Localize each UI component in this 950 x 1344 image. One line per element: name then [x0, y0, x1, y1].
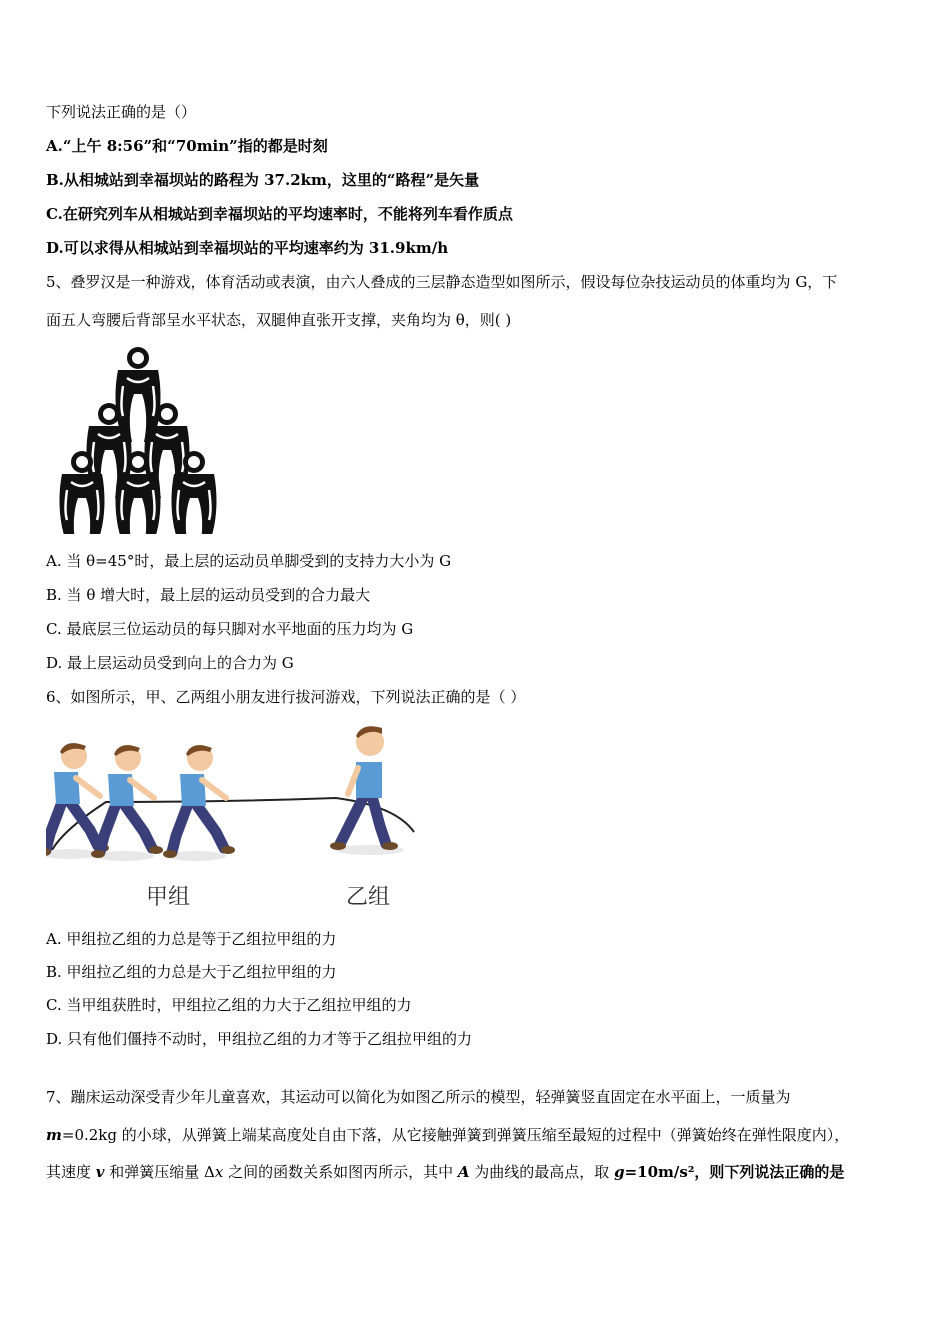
q7-stem-line1: 7、蹦床运动深受青少年儿童喜欢，其运动可以简化为如图乙所示的模型，轻弹簧竖直固定在水平面上，一质量为 [46, 1088, 791, 1106]
q7-line3-part-a: 其速度 [46, 1163, 96, 1181]
group-a-kid-3 [163, 745, 235, 861]
human-pyramid-figure [58, 344, 220, 534]
q4-option-a: A.“上午 8:56”和“70min”指的都是时刻 [46, 137, 328, 155]
q7-line2-text: =0.2kg 的小球，从弹簧上端某高度处自由下落，从它接触弹簧到弹簧压缩至最短的过程中（弹簧始终在弹性限度内）， [61, 1126, 850, 1144]
q6-option-a: A. 甲组拉乙组的力总是等于乙组拉甲组的力 [46, 930, 337, 948]
q7-line3-part-e: =10m/s²，则下列说法正确的是 [624, 1163, 845, 1181]
q4-option-c: C.在研究列车从相城站到幸福坝站的平均速率时，不能将列车看作质点 [46, 205, 513, 223]
tug-of-war-figure [46, 722, 426, 872]
q6-option-b: B. 甲组拉乙组的力总是大于乙组拉甲组的力 [46, 963, 337, 981]
group-a-label: 甲组 [146, 885, 191, 910]
q5-stem-line1: 5、叠罗汉是一种游戏，体育活动或表演，由六人叠成的三层静态造型如图所示，假设每位杂技运动员的体重均为 G，下 [46, 273, 838, 291]
velocity-symbol: v [95, 1163, 105, 1181]
mass-symbol: m [46, 1126, 62, 1144]
q4-option-b: B.从相城站到幸福坝站的路程为 37.2km，这里的“路程”是矢量 [46, 171, 480, 189]
q5-option-b: B. 当 θ 增大时，最上层的运动员受到的合力最大 [46, 586, 371, 604]
group-b-kid [330, 726, 404, 855]
q7-line3-part-b: 和弹簧压缩量 Δ [104, 1163, 215, 1181]
q6-option-c: C. 当甲组获胜时，甲组拉乙组的力大于乙组拉甲组的力 [46, 996, 412, 1014]
compression-symbol: x [214, 1163, 224, 1181]
q5-option-d: D. 最上层运动员受到向上的合力为 G [46, 654, 294, 672]
q5-option-a: A. 当 θ=45°时，最上层的运动员单脚受到的支持力大小为 G [46, 552, 452, 570]
q7-stem-line3 [46, 1162, 844, 1182]
q7-stem-line2 [46, 1125, 849, 1145]
q4-stem: 下列说法正确的是（） [46, 103, 197, 121]
q5-option-c: C. 最底层三位运动员的每只脚对水平地面的压力均为 G [46, 620, 414, 638]
group-a-kid-2 [91, 745, 163, 861]
group-b-label: 乙组 [346, 885, 391, 910]
q7-line3-part-d: 为曲线的最高点，取 [469, 1163, 615, 1181]
q5-stem-line2: 面五人弯腰后背部呈水平状态，双腿伸直张开支撑，夹角均为 θ，则( ) [46, 311, 512, 329]
point-a-symbol: A [457, 1163, 470, 1181]
q6-stem: 6、如图所示，甲、乙两组小朋友进行拔河游戏，下列说法正确的是（ ） [46, 688, 526, 706]
q7-line3-part-c: 之间的函数关系如图丙所示，其中 [223, 1163, 458, 1181]
q6-option-d: D. 只有他们僵持不动时，甲组拉乙组的力才等于乙组拉甲组的力 [46, 1030, 473, 1048]
q4-option-d: D.可以求得从相城站到幸福坝站的平均速率约为 31.9km/h [46, 239, 449, 257]
gravity-symbol: g [614, 1163, 625, 1181]
